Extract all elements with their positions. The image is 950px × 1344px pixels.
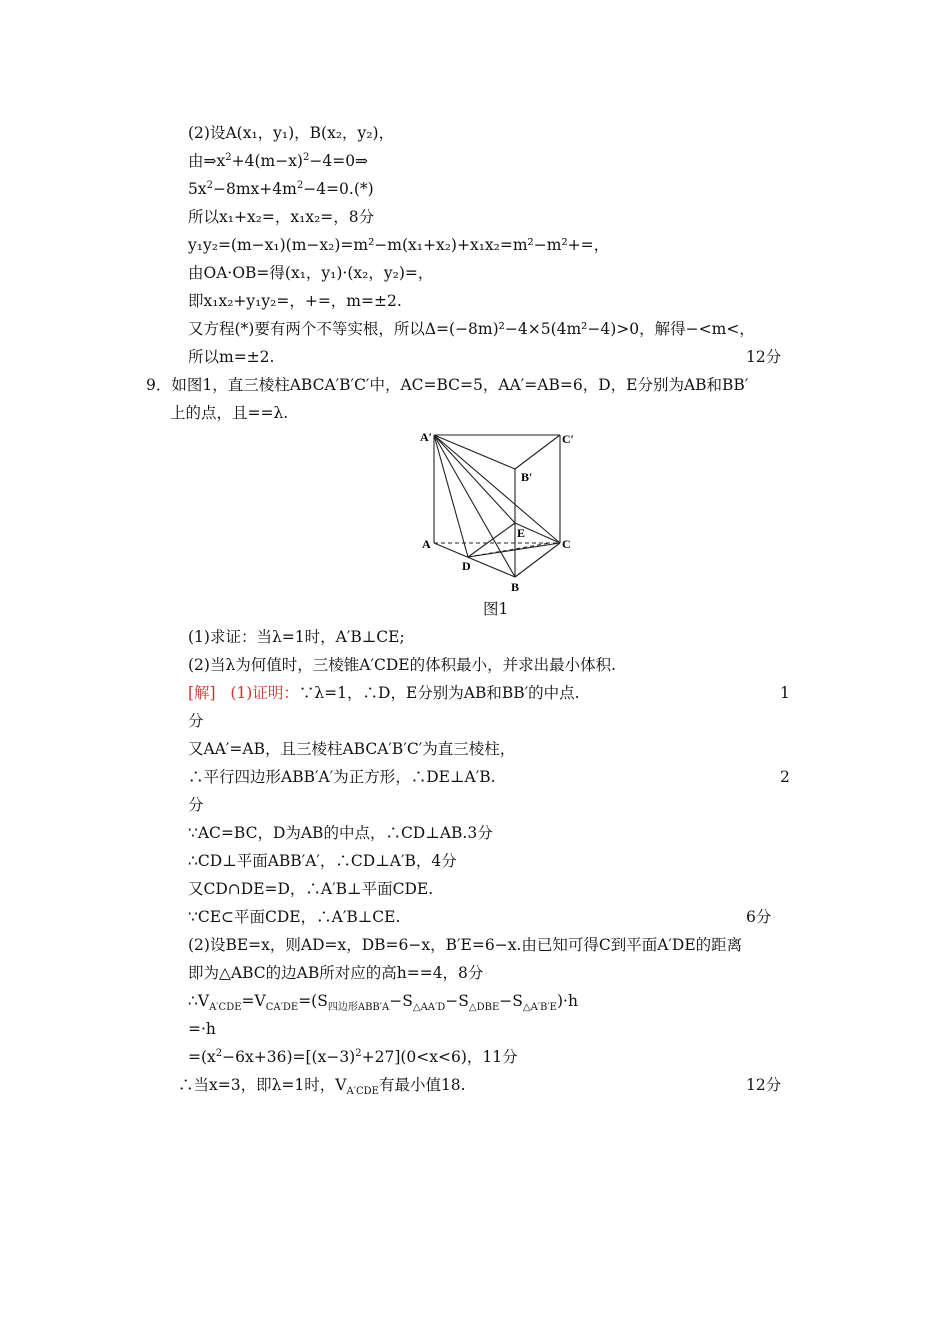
- superscript: 2: [206, 180, 213, 191]
- solution-line-7: ∵CE⊂平面CDE，∴A′B⊥CE.: [188, 908, 401, 926]
- solution-line-3: ∴平行四边形ABB′A′为正方形，∴DE⊥A′B.: [188, 768, 496, 786]
- subscript: △DBE: [468, 1002, 500, 1013]
- edge: [434, 435, 515, 469]
- subscript: △A′B′E: [522, 1002, 557, 1013]
- subscript: CA′DE: [265, 1002, 299, 1013]
- question-part-2: (2)当λ为何值时，三棱锥A′CDE的体积最小，并求出最小体积.: [188, 656, 617, 674]
- text: =V: [241, 992, 266, 1010]
- solution2-line-2: 即为△ABC的边AB所对应的高h==4，8分: [188, 964, 484, 982]
- superscript: 2: [215, 1048, 223, 1059]
- label-C-prime: C′: [562, 432, 575, 446]
- text: −4=0⇒: [309, 152, 369, 170]
- problem-9-statement: 9．如图1，直三棱柱ABCA′B′C′中，AC=BC=5，AA′=AB=6，D，E分别为AB和BB′: [146, 376, 749, 394]
- solution-line-5: ∴CD⊥平面ABB′A′，∴CD⊥A′B，4分: [188, 852, 457, 870]
- score-2-unit: 分: [188, 796, 204, 814]
- superscript: 2: [302, 152, 310, 163]
- subscript: △AA′D: [412, 1002, 446, 1013]
- edge: [515, 435, 560, 469]
- score-12: 12分: [746, 348, 782, 366]
- text: +4(m−x): [231, 152, 303, 170]
- question-part-1: (1)求证：当λ=1时，A′B⊥CE;: [188, 628, 405, 646]
- text: +27](0<x<6)，11分: [361, 1048, 518, 1066]
- line-vieta: 所以x₁+x₂=，x₁x₂=，8分: [188, 208, 375, 226]
- text: =(x: [188, 1048, 216, 1066]
- label-B-prime: B′: [521, 470, 533, 484]
- score-2: 2: [780, 768, 790, 786]
- text: −S: [499, 992, 523, 1010]
- text: )·h: [556, 992, 578, 1010]
- label-B: B: [511, 580, 520, 594]
- line-discriminant: 又方程(*)要有两个不等实根，所以Δ=(−8m)²−4×5(4m²−4)>0，解得−<m<，: [188, 320, 755, 338]
- line-quadratic: [188, 179, 374, 202]
- proof-label: (1)证明：: [230, 684, 299, 702]
- prism-figure: [410, 425, 585, 595]
- line-y-product: y₁y₂=(m−x₁)(m−x₂)=m²−m(x₁+x₂)+x₁x₂=m²−m²+=，: [188, 236, 610, 254]
- solution-line-2: 又AA′=AB，且三棱柱ABCA′B′C′为直三棱柱，: [188, 740, 516, 758]
- text: ∴当x=3，即λ=1时，V: [178, 1076, 347, 1094]
- superscript: 2: [355, 1048, 362, 1059]
- edge: [434, 435, 560, 543]
- score-12-final: 12分: [746, 1076, 782, 1094]
- label-D: D: [462, 559, 471, 573]
- label-C: C: [562, 537, 571, 551]
- solution-line-6: 又CD∩DE=D，∴A′B⊥平面CDE.: [188, 880, 434, 898]
- solution-line-4: ∵AC=BC，D为AB的中点，∴CD⊥AB.3分: [188, 824, 493, 842]
- line-dot-product: 由OA·OB=得(x₁，y₁)·(x₂，y₂)=，: [188, 264, 434, 282]
- label-A: A: [422, 537, 431, 551]
- solution2-line-4: =·h: [188, 1020, 216, 1038]
- solution2-line-1: (2)设BE=x，则AD=x，DB=6−x，B′E=6−x.由已知可得C到平面A′DE的距离: [188, 936, 743, 954]
- problem-9-statement-cont: 上的点，且==λ.: [170, 404, 289, 422]
- text: 5x: [188, 180, 207, 198]
- line-setup-points: (2)设A(x₁，y₁)，B(x₂，y₂)，: [188, 124, 395, 142]
- subscript: A′CDE: [346, 1086, 379, 1097]
- text: −4=0.(*): [303, 180, 374, 198]
- score-1-unit: 分: [188, 712, 204, 730]
- line-solve-m: 即x₁x₂+y₁y₂=，+=，m=±2.: [188, 292, 402, 310]
- label-E: E: [517, 526, 526, 540]
- solution2-conclusion: [178, 1075, 466, 1098]
- text: ∵λ=1，∴D，E分别为AB和BB′的中点.: [298, 684, 580, 702]
- edge: [434, 543, 515, 577]
- score-6: 6分: [746, 908, 772, 926]
- text: −8mx+4m: [212, 180, 297, 198]
- figure-caption: 图1: [483, 600, 509, 618]
- edge: [468, 523, 515, 557]
- label-A-prime: A′: [420, 430, 433, 444]
- text: ∴V: [188, 992, 210, 1010]
- edge: [468, 543, 560, 557]
- score-1: 1: [780, 684, 790, 702]
- edge: [515, 543, 560, 577]
- line-substitution: [188, 151, 368, 174]
- text: −6x+36)=[(x−3): [222, 1048, 356, 1066]
- superscript: 2: [296, 180, 304, 191]
- subscript: 四边形ABB′A: [327, 1002, 390, 1013]
- line-conclusion: 所以m=±2.: [188, 348, 275, 366]
- solution-tag: [解]: [188, 684, 216, 702]
- text: 由⇒x: [188, 152, 226, 170]
- superscript: 2: [225, 152, 232, 163]
- solution-line-1: [188, 683, 580, 703]
- solution2-volume: [188, 991, 578, 1014]
- text: −S: [445, 992, 469, 1010]
- text: −S: [389, 992, 413, 1010]
- solution2-line-5: [188, 1047, 518, 1070]
- text: =(S: [298, 992, 328, 1010]
- text: 有最小值18.: [378, 1076, 466, 1094]
- subscript: A′CDE: [209, 1002, 242, 1013]
